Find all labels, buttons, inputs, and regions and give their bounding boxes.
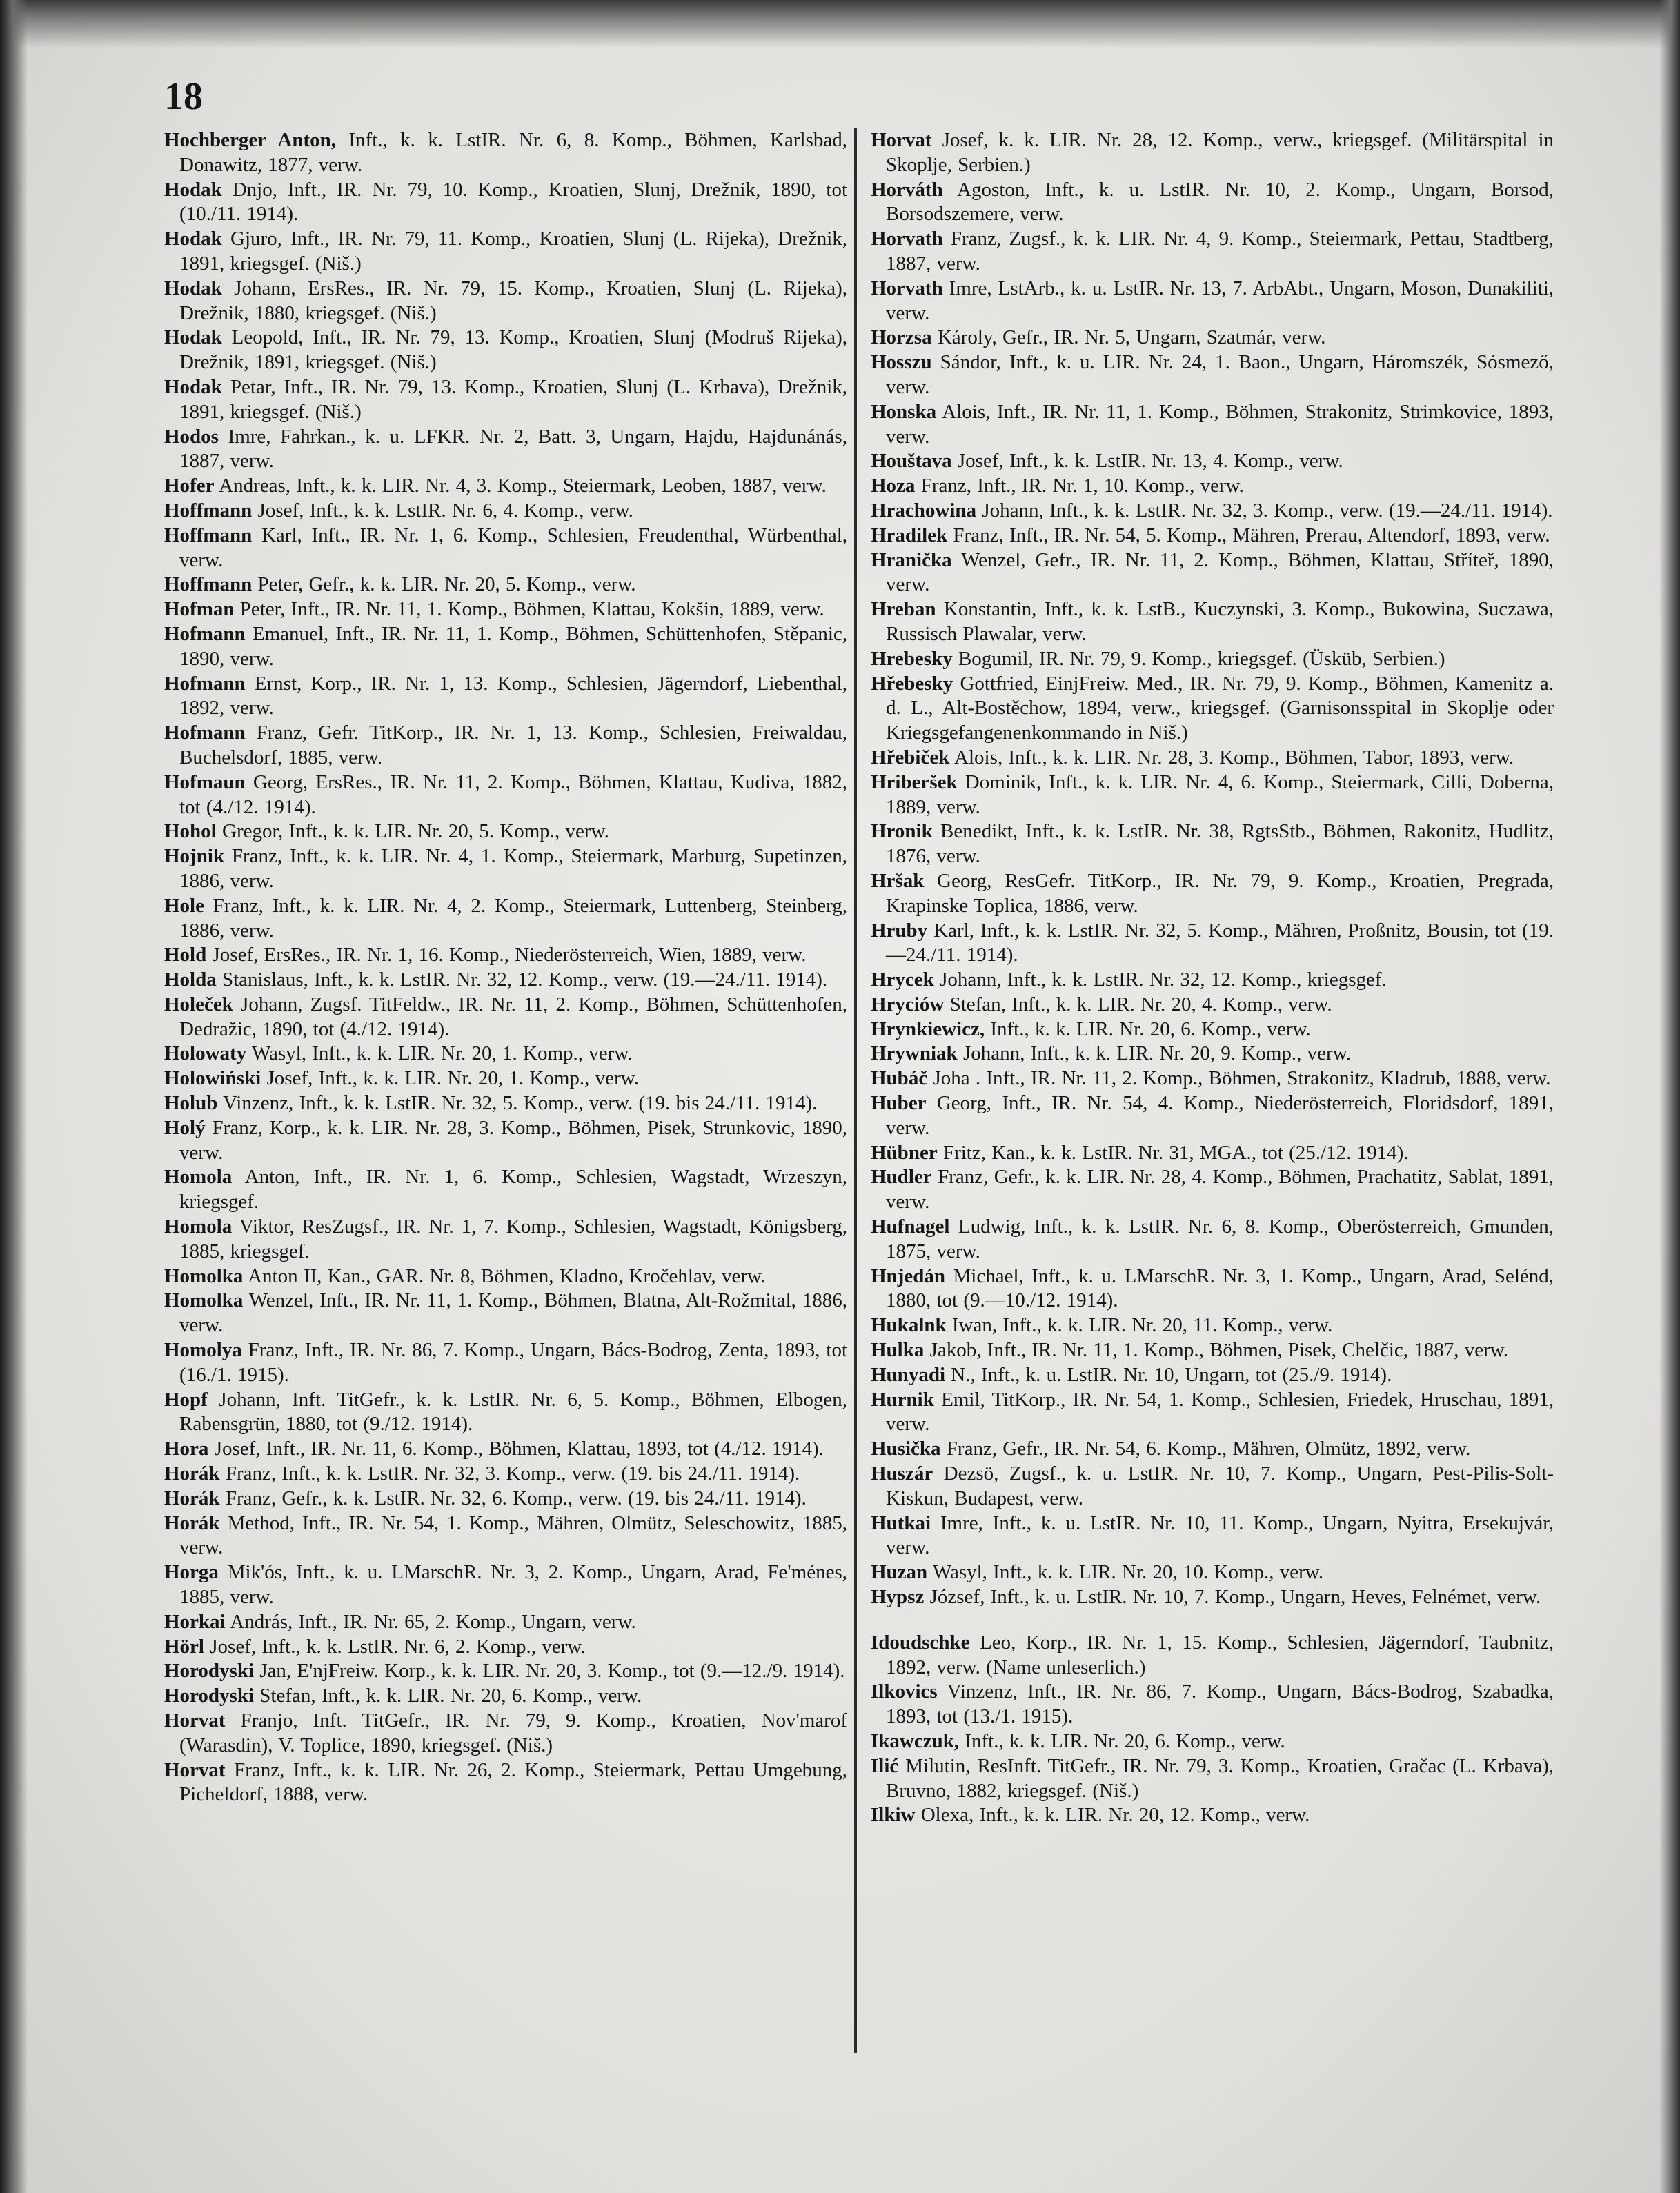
entry-surname: Holeček [164, 993, 233, 1015]
scan-shadow-left [0, 0, 28, 2193]
casualty-entry [164, 375, 847, 425]
casualty-entry [164, 721, 847, 771]
entry-details: Gjuro, Inft., IR. Nr. 79, 11. Komp., Kroatien, Slunj (L. Rijeka), Drežnik, 1891, kriegsgef. (Niš.) [179, 228, 847, 275]
entry-surname: Hosszu [871, 351, 932, 374]
entry-details: Ludwig, Inft., k. k. LstIR. Nr. 6, 8. Komp., Oberösterreich, Gmunden, 1875, verw. [886, 1215, 1554, 1262]
entry-details: Franz, Zugsf., k. k. LIR. Nr. 4, 9. Komp., Steiermark, Pettau, Stadtberg, 1887, verw. [886, 228, 1554, 275]
entry-surname: Hrebesky [871, 647, 953, 670]
casualty-entry [164, 524, 847, 573]
entry-details: Dominik, Inft., k. k. LIR. Nr. 4, 6. Komp., Steiermark, Cilli, Doberna, 1889, verw. [886, 771, 1554, 818]
entry-surname: Hodak [164, 277, 222, 299]
casualty-entry [164, 1610, 847, 1635]
casualty-entry [164, 943, 847, 968]
entry-surname: Homola [164, 1215, 233, 1238]
casualty-entry [871, 1803, 1554, 1828]
casualty-entry [164, 771, 847, 820]
entry-surname: Hutkai [871, 1511, 931, 1534]
casualty-entry [871, 968, 1554, 993]
entry-surname: Holub [164, 1092, 218, 1115]
entry-details: András, Inft., IR. Nr. 65, 2. Komp., Ungarn, verw. [230, 1610, 636, 1633]
entry-surname: Hřebiček [871, 746, 950, 768]
casualty-entry [164, 474, 847, 499]
entry-surname: Hofmann [164, 672, 246, 695]
entry-details: Emil, TitKorp., IR. Nr. 54, 1. Komp., Schlesien, Friedek, Hruschau, 1891, verw. [886, 1388, 1554, 1436]
entry-details: Benedikt, Inft., k. k. LstIR. Nr. 38, RgtsStb., Böhmen, Rakonitz, Hudlitz, 1876, verw. [886, 820, 1554, 868]
entry-details: Wasyl, Inft., k. k. LIR. Nr. 20, 1. Komp., verw. [251, 1042, 633, 1065]
entry-details: Franz, Inft., k. k. LstIR. Nr. 32, 3. Komp., verw. (19. bis 24./11. 1914). [225, 1462, 800, 1485]
casualty-entry [871, 1264, 1554, 1314]
entry-surname: Hrachowina [871, 499, 977, 522]
entry-details: Stanislaus, Inft., k. k. LstIR. Nr. 32, 12. Komp., verw. (19.—24./11. 1914). [222, 969, 828, 991]
entry-details: Dnjo, Inft., IR. Nr. 79, 10. Komp., Kroatien, Slunj, Drežnik, 1890, tot (10./11. 1914). [179, 178, 847, 226]
casualty-entry [871, 1363, 1554, 1388]
entry-details: Franjo, Inft. TitGefr., IR. Nr. 79, 9. Komp., Kroatien, Nov'marof (Warasdin), V. Toplice, 1890, kriegsgef. (Niš.) [179, 1709, 847, 1756]
casualty-entry [164, 1091, 847, 1116]
entry-details: Franz, Inft., k. k. LIR. Nr. 26, 2. Komp., Steiermark, Pettau Umgebung, Picheldorf, 1888, verw. [179, 1758, 848, 1806]
entry-surname: Horák [164, 1487, 220, 1509]
casualty-entry [164, 227, 847, 277]
casualty-entry [871, 1165, 1554, 1215]
casualty-entry [164, 993, 847, 1042]
casualty-entry [871, 524, 1554, 548]
entry-details: N., Inft., k. u. LstIR. Nr. 10, Ungarn, tot (25./9. 1914). [951, 1363, 1392, 1386]
casualty-entry [164, 1635, 847, 1660]
entry-surname: Hole [164, 894, 204, 917]
casualty-entry [871, 672, 1554, 746]
casualty-entry [871, 820, 1554, 869]
entry-surname: Hörl [164, 1635, 204, 1658]
entry-surname: Hronik [871, 820, 933, 843]
entry-details: Gregor, Inft., k. k. LIR. Nr. 20, 5. Komp., verw. [222, 820, 609, 843]
entry-surname: Husička [871, 1438, 941, 1460]
casualty-entry [871, 1560, 1554, 1585]
entry-surname: Hreban [871, 598, 936, 621]
entry-surname: Horváth [871, 178, 943, 201]
entry-details: Iwan, Inft., k. k. LIR. Nr. 20, 11. Komp., verw. [951, 1314, 1333, 1337]
casualty-entry [871, 1631, 1554, 1680]
casualty-entry [871, 326, 1554, 350]
entry-surname: Hoza [871, 475, 916, 497]
entry-details: Josef, ErsRes., IR. Nr. 1, 16. Komp., Niederösterreich, Wien, 1889, verw. [212, 944, 807, 966]
entry-details: Josef, k. k. LIR. Nr. 28, 12. Komp., verw., kriegsgef. (Militärspital in Skoplje, Serbien.) [886, 129, 1554, 176]
entry-details: Leopold, Inft., IR. Nr. 79, 13. Komp., Kroatien, Slunj (Modruš Rijeka), Drežnik, 1891, kriegsgef. (Niš.) [179, 326, 848, 374]
entry-surname: Idoudschke [871, 1631, 970, 1654]
entry-details: Franz, Gefr., IR. Nr. 54, 6. Komp., Mähren, Olmütz, 1892, verw. [946, 1438, 1471, 1460]
entry-surname: Hurnik [871, 1388, 934, 1411]
entry-details: Viktor, ResZugsf., IR. Nr. 1, 7. Komp., Schlesien, Wagstadt, Königsberg, 1885, kriegsgef. [179, 1215, 847, 1262]
casualty-entry [871, 350, 1554, 400]
entry-surname: Homolka [164, 1289, 244, 1312]
entry-details: Josef, Inft., k. k. LstIR. Nr. 6, 4. Komp., verw. [257, 499, 633, 522]
casualty-entry [871, 1338, 1554, 1363]
entry-details: Peter, Gefr., k. k. LIR. Nr. 20, 5. Komp., verw. [257, 573, 636, 596]
entry-surname: Hübner [871, 1141, 938, 1164]
casualty-entry [164, 1066, 847, 1091]
casualty-entry [164, 573, 847, 597]
casualty-entry [871, 548, 1554, 598]
casualty-entry [871, 993, 1554, 1018]
casualty-entry [164, 844, 847, 894]
entry-details: Alois, Inft., k. k. LIR. Nr. 28, 3. Komp., Böhmen, Tabor, 1893, verw. [954, 746, 1514, 768]
entry-surname: Hunyadi [871, 1363, 945, 1386]
entry-details: Josef, Inft., k. k. LstIR. Nr. 6, 2. Komp., verw. [210, 1635, 586, 1658]
casualty-entry [164, 1487, 847, 1511]
entry-surname: Hufnagel [871, 1215, 950, 1238]
entry-surname: Horák [164, 1511, 220, 1534]
page-number: 18 [164, 75, 203, 118]
entry-details: Karl, Inft., k. k. LstIR. Nr. 32, 5. Komp., Mähren, Proßnitz, Bousin, tot (19.—24./11. 1914). [886, 919, 1554, 966]
entry-details: Leo, Korp., IR. Nr. 1, 15. Komp., Schlesien, Jägerndorf, Taubnitz, 1892, verw. (Name unleserlich.) [886, 1631, 1554, 1678]
casualty-entry [164, 1560, 847, 1610]
entry-surname: Hofman [164, 598, 235, 621]
entry-surname: Hoffmann [164, 499, 253, 522]
entry-surname: Hofmaun [164, 771, 246, 793]
entry-details: Johann, Inft., k. k. LstIR. Nr. 32, 3. Komp., verw. (19.—24./11. 1914). [982, 499, 1553, 522]
entry-surname: Homolka [164, 1264, 244, 1287]
casualty-entry [164, 277, 847, 326]
entry-details: Georg, Inft., IR. Nr. 54, 4. Komp., Niederösterreich, Floridsdorf, 1891, verw. [886, 1092, 1554, 1139]
entry-surname: Hudler [871, 1166, 932, 1189]
entry-surname: Hubáč [871, 1067, 928, 1090]
entry-surname: Hriberšek [871, 771, 958, 793]
casualty-entry [164, 1388, 847, 1438]
entry-details: Georg, ResGefr. TitKorp., IR. Nr. 79, 9. Komp., Kroatien, Pregrada, Krapinske Toplica, 1886, verw. [886, 869, 1554, 917]
entry-details: Franz, Gefr. TitKorp., IR. Nr. 1, 13. Komp., Schlesien, Freiwaldau, Buchelsdorf, 1885, verw. [179, 722, 847, 768]
entry-surname: Hold [164, 944, 207, 966]
casualty-entry [871, 178, 1554, 228]
entry-surname: Hodak [164, 375, 222, 398]
entry-details: Wenzel, Gefr., IR. Nr. 11, 2. Komp., Böhmen, Klattau, Stříteř, 1890, verw. [886, 548, 1554, 596]
entry-details: Josef, Inft., k. k. LstIR. Nr. 13, 4. Komp., verw. [957, 450, 1343, 473]
entry-details: Bogumil, IR. Nr. 79, 9. Komp., kriegsgef. (Üsküb, Serbien.) [958, 647, 1445, 670]
entry-surname: Ilić [871, 1754, 899, 1777]
casualty-entry [871, 919, 1554, 969]
casualty-entry [164, 1289, 847, 1338]
entry-surname: Hora [164, 1438, 209, 1460]
entry-surname: Hrywniak [871, 1042, 958, 1065]
casualty-entry [164, 128, 847, 178]
entry-details: Stefan, Inft., k. k. LIR. Nr. 20, 4. Komp., verw. [949, 993, 1332, 1015]
entry-details: Wasyl, Inft., k. k. LIR. Nr. 20, 10. Komp., verw. [932, 1561, 1324, 1584]
casualty-entry [164, 1684, 847, 1709]
entry-surname: Huszár [871, 1462, 933, 1485]
entry-surname: Hruby [871, 919, 928, 942]
entry-surname: Hradilek [871, 524, 948, 546]
entry-surname: Horvat [164, 1709, 226, 1731]
entry-surname: Horák [164, 1462, 220, 1485]
casualty-entry [871, 597, 1554, 647]
entry-surname: Hukalnk [871, 1314, 947, 1337]
entry-details: Josef, Inft., IR. Nr. 11, 6. Komp., Böhmen, Klattau, 1893, tot (4./12. 1914). [214, 1438, 824, 1460]
entry-details: Inft., k. k. LIR. Nr. 20, 6. Komp., verw. [965, 1730, 1285, 1752]
entry-surname: Hypsz [871, 1586, 925, 1609]
entry-details: Fritz, Kan., k. k. LstIR. Nr. 31, MGA., tot (25./12. 1914). [942, 1141, 1409, 1164]
entry-details: Emanuel, Inft., IR. Nr. 11, 1. Komp., Böhmen, Schüttenhofen, Stěpanic, 1890, verw. [179, 622, 847, 670]
entry-surname: Hoffmann [164, 524, 253, 546]
entry-surname: Houštava [871, 450, 952, 473]
entry-surname: Horodyski [164, 1660, 255, 1683]
entry-details: Konstantin, Inft., k. k. LstB., Kuczynski, 3. Komp., Bukowina, Suczawa, Russisch Plawalar, verw. [886, 598, 1554, 645]
entry-surname: Hofmann [164, 722, 246, 744]
entry-details: Wenzel, Inft., IR. Nr. 11, 1. Komp., Böhmen, Blatna, Alt-Rožmital, 1886, verw. [179, 1289, 847, 1337]
casualty-entry [164, 1264, 847, 1289]
casualty-entry [164, 1462, 847, 1487]
entry-surname: Hulka [871, 1339, 925, 1362]
casualty-entry [871, 128, 1554, 178]
casualty-entry [164, 894, 847, 944]
casualty-entry [871, 227, 1554, 277]
entry-surname: Horga [164, 1561, 219, 1584]
casualty-entry [164, 178, 847, 228]
entry-details: Johann, Inft. TitGefr., k. k. LstIR. Nr. 6, 5. Komp., Böhmen, Elbogen, Rabensgrün, 1880, tot (9./12. 1914). [179, 1388, 847, 1436]
casualty-entry [871, 1141, 1554, 1166]
entry-surname: Hranička [871, 548, 952, 571]
entry-details: Ernst, Korp., IR. Nr. 1, 13. Komp., Schlesien, Jägerndorf, Liebenthal, 1892, verw. [179, 672, 847, 720]
casualty-entry [871, 1729, 1554, 1754]
entry-surname: Hodos [164, 425, 219, 448]
entry-surname: Hrynkiewicz, [871, 1018, 985, 1040]
entry-details: Inft., k. k. LstIR. Nr. 6, 8. Komp., Böhmen, Karlsbad, Donawitz, 1877, verw. [179, 129, 847, 176]
entry-details: Franz, Gefr., k. k. LstIR. Nr. 32, 6. Komp., verw. (19. bis 24./11. 1914). [225, 1487, 807, 1509]
entry-surname: Hodak [164, 228, 222, 250]
entry-surname: Horvat [871, 129, 932, 151]
entry-surname: Holý [164, 1116, 206, 1139]
entry-surname: Holda [164, 969, 217, 991]
casualty-entry [871, 771, 1554, 820]
entry-surname: Hryciów [871, 993, 945, 1015]
entry-details: Mik'ós, Inft., k. u. LMarschR. Nr. 3, 2. Komp., Ungarn, Arad, Fe'ménes, 1885, verw. [179, 1561, 847, 1609]
entry-details: Károly, Gefr., IR. Nr. 5, Ungarn, Szatmár, verw. [937, 326, 1326, 349]
right-column [871, 128, 1554, 1828]
entry-details: Franz, Korp., k. k. LIR. Nr. 28, 3. Komp., Böhmen, Pisek, Strunkovic, 1890, verw. [179, 1116, 848, 1164]
entry-details: Georg, ErsRes., IR. Nr. 11, 2. Komp., Böhmen, Klattau, Kudiva, 1882, tot (4./12. 1914). [179, 771, 847, 818]
entry-details: Imre, LstArb., k. u. LstIR. Nr. 13, 7. ArbAbt., Ungarn, Moson, Dunakiliti, verw. [886, 277, 1554, 324]
casualty-entry [164, 1215, 847, 1264]
section-gap [871, 1610, 1554, 1631]
entry-surname: Horodyski [164, 1685, 255, 1707]
casualty-entry [871, 1680, 1554, 1729]
casualty-entry [164, 1338, 847, 1388]
entry-details: Agoston, Inft., k. u. LstIR. Nr. 10, 2. Komp., Ungarn, Borsod, Borsodszemere, verw. [886, 178, 1554, 226]
entry-surname: Hofer [164, 475, 215, 497]
casualty-entry [871, 1091, 1554, 1141]
entry-details: Karl, Inft., IR. Nr. 1, 6. Komp., Schlesien, Freudenthal, Würbenthal, verw. [179, 524, 848, 571]
entry-surname: Huzan [871, 1561, 928, 1584]
casualty-entry [164, 820, 847, 844]
entry-surname: Honska [871, 400, 937, 423]
entry-surname: Huber [871, 1092, 927, 1115]
entry-surname: Hoffmann [164, 573, 253, 596]
entry-details: Jan, E'njFreiw. Korp., k. k. LIR. Nr. 20, 3. Komp., tot (9.—12./9. 1914). [259, 1660, 845, 1683]
casualty-entry [871, 1511, 1554, 1561]
entry-details: Petar, Inft., IR. Nr. 79, 13. Komp., Kroatien, Slunj (L. Krbava), Drežnik, 1891, kriegsgef. (Niš.) [179, 375, 847, 423]
entry-details: Johann, ErsRes., IR. Nr. 79, 15. Komp., Kroatien, Slunj (L. Rijeka), Drežnik, 1880, kriegsgef. (Niš.) [179, 277, 847, 324]
entry-details: Alois, Inft., IR. Nr. 11, 1. Komp., Böhmen, Strakonitz, Strimkovice, 1893, verw. [886, 400, 1554, 448]
casualty-entry [871, 1018, 1554, 1042]
casualty-entry [871, 746, 1554, 771]
casualty-entry [871, 277, 1554, 326]
casualty-entry [164, 326, 847, 375]
entry-details: Milutin, ResInft. TitGefr., IR. Nr. 79, 3. Komp., Kroatien, Gračac (L. Krbava), Bruvno, 1882, kriegsgef. (Niš.) [886, 1754, 1554, 1802]
entry-details: József, Inft., k. u. LstIR. Nr. 10, 7. Komp., Ungarn, Heves, Felnémet, verw. [929, 1586, 1541, 1609]
casualty-entry [871, 1313, 1554, 1338]
casualty-entry [871, 869, 1554, 919]
scan-shadow-right [1659, 0, 1680, 2193]
entry-surname: Hojnik [164, 845, 225, 868]
entry-surname: Holowaty [164, 1042, 247, 1065]
entry-surname: Horzsa [871, 326, 932, 349]
entry-surname: Ikawczuk, [871, 1730, 960, 1752]
entry-details: Vinzenz, Inft., k. k. LstIR. Nr. 32, 5. Komp., verw. (19. bis 24./11. 1914). [223, 1092, 818, 1115]
entry-surname: Hodak [164, 178, 222, 201]
entry-surname: Homola [164, 1166, 233, 1189]
casualty-entry [164, 672, 847, 722]
casualty-entry [164, 1511, 847, 1561]
casualty-entry [871, 1215, 1554, 1264]
left-column [164, 128, 847, 1807]
entry-surname: Ilkiw [871, 1804, 916, 1827]
entry-details: Anton, Inft., IR. Nr. 1, 6. Komp., Schlesien, Wagstadt, Wrzeszyn, kriegsgef. [179, 1166, 847, 1213]
casualty-entry [871, 1462, 1554, 1511]
entry-surname: Hohol [164, 820, 217, 843]
entry-details: Peter, Inft., IR. Nr. 11, 1. Komp., Böhmen, Klattau, Kokšin, 1889, verw. [239, 598, 824, 621]
entry-surname: Horkai [164, 1610, 226, 1633]
entry-surname: Hnjedán [871, 1264, 945, 1287]
casualty-entry [871, 449, 1554, 474]
casualty-entry [164, 1165, 847, 1215]
casualty-entry [164, 499, 847, 524]
entry-details: Jakob, Inft., IR. Nr. 11, 1. Komp., Böhmen, Pisek, Chelčic, 1887, verw. [929, 1339, 1509, 1362]
casualty-entry [164, 622, 847, 672]
entry-details: Johann, Zugsf. TitFeldw., IR. Nr. 11, 2. Komp., Böhmen, Schüttenhofen, Dedražic, 1890, tot (4./12. 1914). [179, 993, 847, 1040]
entry-details: Imre, Fahrkan., k. u. LFKR. Nr. 2, Batt. 3, Ungarn, Hajdu, Hajdunánás, 1887, verw. [179, 425, 848, 473]
entry-details: Gottfried, EinjFreiw. Med., IR. Nr. 79, 9. Komp., Böhmen, Kamenitz a. d. L., Alt-Bostěchow, 1894, verw., kriegsgef. (Garnisonsspital in Skoplje oder Kriegsgefangenenkommando in Niš.) [886, 672, 1554, 744]
entry-details: Sándor, Inft., k. u. LIR. Nr. 24, 1. Baon., Ungarn, Háromszék, Sósmező, verw. [886, 351, 1554, 398]
casualty-entry [871, 400, 1554, 450]
casualty-entry [164, 1758, 847, 1808]
entry-details: Michael, Inft., k. u. LMarschR. Nr. 3, 1. Komp., Ungarn, Arad, Selénd, 1880, tot (9.—10./12. 1914). [886, 1264, 1554, 1312]
casualty-entry [871, 1585, 1554, 1610]
casualty-entry [871, 499, 1554, 524]
entry-surname: Ilkovics [871, 1680, 938, 1703]
entry-details: Inft., k. k. LIR. Nr. 20, 6. Komp., verw. [990, 1018, 1311, 1040]
entry-details: Imre, Inft., k. u. LstIR. Nr. 10, 11. Komp., Ungarn, Nyitra, Ersekujvár, verw. [886, 1511, 1554, 1559]
entry-surname: Horvat [164, 1758, 226, 1781]
entry-details: Joha . Inft., IR. Nr. 11, 2. Komp., Böhmen, Strakonitz, Kladrub, 1888, verw. [933, 1067, 1551, 1090]
entry-surname: Hrycek [871, 969, 934, 991]
entry-details: Franz, Inft., k. k. LIR. Nr. 4, 2. Komp., Steiermark, Luttenberg, Steinberg, 1886, verw. [179, 894, 847, 942]
casualty-entry [871, 1754, 1554, 1804]
casualty-entry [164, 1659, 847, 1684]
entry-details: Anton II, Kan., GAR. Nr. 8, Böhmen, Kladno, Kročehlav, verw. [248, 1264, 766, 1287]
entry-details: Josef, Inft., k. k. LIR. Nr. 20, 1. Komp., verw. [266, 1067, 639, 1090]
entry-details: Andreas, Inft., k. k. LIR. Nr. 4, 3. Komp., Steiermark, Leoben, 1887, verw. [219, 475, 827, 497]
entry-details: Olexa, Inft., k. k. LIR. Nr. 20, 12. Komp., verw. [920, 1804, 1310, 1827]
entry-details: Johann, Inft., k. k. LIR. Nr. 20, 9. Komp., verw. [962, 1042, 1352, 1065]
entry-details: Method, Inft., IR. Nr. 54, 1. Komp., Mähren, Olmütz, Seleschowitz, 1885, verw. [179, 1511, 847, 1559]
entry-surname: Hodak [164, 326, 222, 349]
casualty-entry [164, 1437, 847, 1462]
casualty-entry [164, 425, 847, 475]
entry-details: Dezsö, Zugsf., k. u. LstIR. Nr. 10, 7. Komp., Ungarn, Pest-Pilis-Solt-Kiskun, Budapest, verw. [886, 1462, 1554, 1509]
entry-surname: Horvath [871, 228, 943, 250]
entry-details: Vinzenz, Inft., IR. Nr. 86, 7. Komp., Ungarn, Bács-Bodrog, Szabadka, 1893, tot (13./1. 1915). [886, 1680, 1554, 1728]
entry-details: Franz, Inft., k. k. LIR. Nr. 4, 1. Komp., Steiermark, Marburg, Supetinzen, 1886, verw. [179, 845, 847, 892]
casualty-entry [164, 968, 847, 993]
casualty-entry [871, 1437, 1554, 1462]
entry-details: Stefan, Inft., k. k. LIR. Nr. 20, 6. Komp., verw. [259, 1685, 642, 1707]
casualty-entry [871, 647, 1554, 672]
casualty-entry [871, 1388, 1554, 1438]
entry-details: Johann, Inft., k. k. LstIR. Nr. 32, 12. Komp., kriegsgef. [940, 969, 1387, 991]
entry-details: Franz, Gefr., k. k. LIR. Nr. 28, 4. Komp., Böhmen, Prachatitz, Sablat, 1891, verw. [886, 1166, 1554, 1213]
casualty-entry [164, 597, 847, 622]
entry-details: Franz, Inft., IR. Nr. 54, 5. Komp., Mähren, Prerau, Altendorf, 1893, verw. [953, 524, 1550, 546]
entry-surname: Hochberger Anton, [164, 129, 337, 151]
entry-surname: Hřebesky [871, 672, 953, 695]
entry-details: Franz, Inft., IR. Nr. 1, 10. Komp., verw. [920, 475, 1244, 497]
entry-surname: Horvath [871, 277, 943, 299]
casualty-entry [164, 1116, 847, 1166]
entry-surname: Hofmann [164, 622, 246, 645]
casualty-entry [871, 1042, 1554, 1066]
entry-surname: Holowiński [164, 1067, 261, 1090]
entry-surname: Hopf [164, 1388, 208, 1411]
casualty-entry [164, 1042, 847, 1066]
casualty-entry [871, 1066, 1554, 1091]
entry-surname: Homolya [164, 1339, 242, 1362]
column-divider [854, 128, 857, 2053]
entry-surname: Hršak [871, 869, 925, 892]
scan-shadow-top [0, 0, 1680, 48]
casualty-entry [871, 474, 1554, 499]
casualty-entry [164, 1709, 847, 1758]
entry-details: Franz, Inft., IR. Nr. 86, 7. Komp., Ungarn, Bács-Bodrog, Zenta, 1893, tot (16./1. 1915). [179, 1339, 848, 1386]
